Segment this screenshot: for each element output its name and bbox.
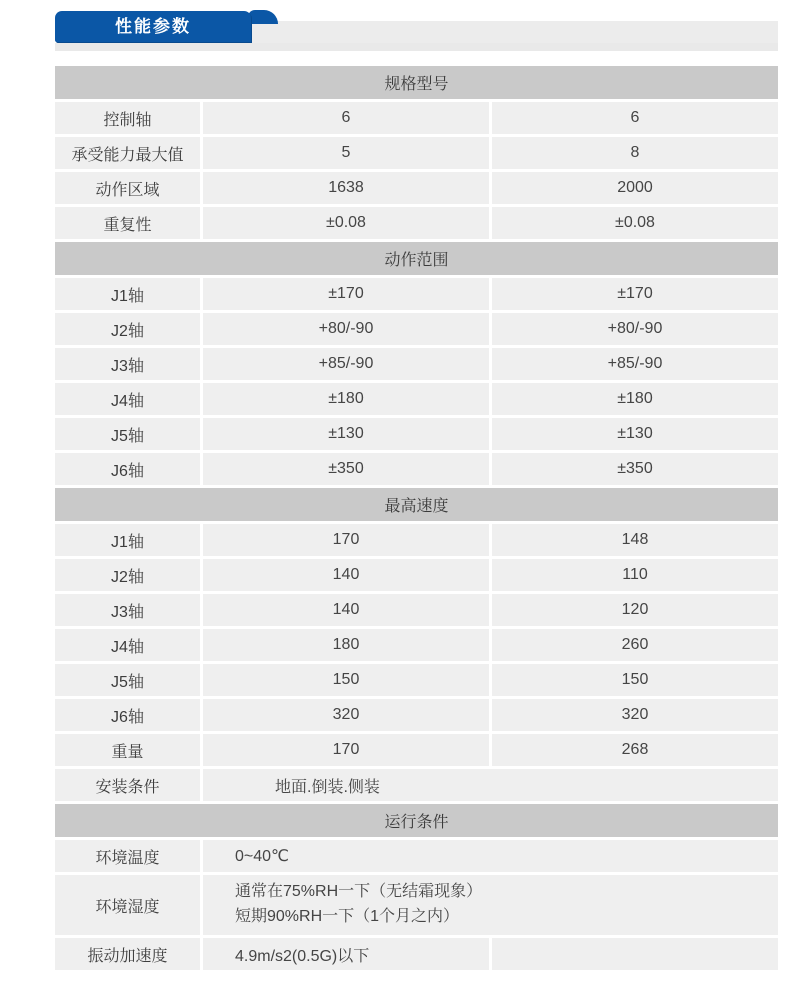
row-label: 承受能力最大值 — [55, 137, 200, 169]
table-row — [55, 137, 778, 169]
row-label: 重复性 — [55, 207, 200, 239]
table-row — [55, 629, 778, 661]
row-value — [203, 875, 778, 935]
table-row — [55, 559, 778, 591]
ribbon-underline — [55, 43, 778, 51]
row-label: 控制轴 — [55, 102, 200, 134]
spec-table — [55, 66, 778, 970]
row-value: 268 — [492, 734, 778, 766]
row-label: J6轴 — [55, 453, 200, 485]
table-row — [55, 348, 778, 380]
row-label: 振动加速度 — [55, 938, 200, 970]
row-value: 8 — [492, 137, 778, 169]
table-row — [55, 453, 778, 485]
section-header: 规格型号 — [55, 66, 778, 99]
row-value-line: 短期90%RH一下（1个月之内） — [235, 908, 460, 925]
row-label: J2轴 — [55, 559, 200, 591]
row-value: ±180 — [203, 383, 489, 415]
row-label: 动作区域 — [55, 172, 200, 204]
row-value: 1638 — [203, 172, 489, 204]
table-row — [55, 313, 778, 345]
page-title-ribbon — [55, 9, 778, 51]
row-value: 6 — [492, 102, 778, 134]
row-label: J6轴 — [55, 699, 200, 731]
row-value: +80/-90 — [203, 313, 489, 345]
row-value: ±180 — [492, 383, 778, 415]
row-value: +85/-90 — [203, 348, 489, 380]
section-header: 动作范围 — [55, 242, 778, 275]
row-value: ±130 — [492, 418, 778, 450]
row-value: 2000 — [492, 172, 778, 204]
row-value: 148 — [492, 524, 778, 556]
row-label: J4轴 — [55, 383, 200, 415]
row-value: ±0.08 — [492, 207, 778, 239]
row-value: ±170 — [492, 278, 778, 310]
row-label: J1轴 — [55, 278, 200, 310]
table-row — [55, 769, 778, 801]
table-row — [55, 938, 778, 970]
section-header: 最高速度 — [55, 488, 778, 521]
row-value: 150 — [492, 664, 778, 696]
row-value: 170 — [203, 734, 489, 766]
row-value: ±350 — [492, 453, 778, 485]
row-label: J5轴 — [55, 418, 200, 450]
table-row — [55, 840, 778, 872]
row-value: 110 — [492, 559, 778, 591]
table-row — [55, 102, 778, 134]
row-value: 5 — [203, 137, 489, 169]
table-row — [55, 524, 778, 556]
page-title: 性能参数 — [55, 11, 251, 42]
row-label: J5轴 — [55, 664, 200, 696]
row-value: 140 — [203, 559, 489, 591]
table-row — [55, 278, 778, 310]
row-value: 180 — [203, 629, 489, 661]
table-row — [55, 699, 778, 731]
row-label: 环境湿度 — [55, 875, 200, 935]
row-value: ±170 — [203, 278, 489, 310]
row-label: 重量 — [55, 734, 200, 766]
row-value: 260 — [492, 629, 778, 661]
row-value-line: 通常在75%RH一下（无结霜现象） — [235, 883, 483, 901]
row-value: 0~40℃ — [203, 840, 778, 872]
ribbon-fold-decoration — [248, 10, 278, 24]
table-row — [55, 383, 778, 415]
row-value: 6 — [203, 102, 489, 134]
table-row — [55, 418, 778, 450]
ribbon-side-band — [250, 21, 778, 45]
row-value: 4.9m/s2(0.5G)以下 — [203, 938, 489, 970]
row-value: 320 — [492, 699, 778, 731]
row-value: +85/-90 — [492, 348, 778, 380]
row-label: J3轴 — [55, 348, 200, 380]
row-label: J4轴 — [55, 629, 200, 661]
row-label: 环境温度 — [55, 840, 200, 872]
row-label: 安装条件 — [55, 769, 200, 801]
row-value: 120 — [492, 594, 778, 626]
row-value: 140 — [203, 594, 489, 626]
row-value — [492, 938, 778, 970]
table-row — [55, 594, 778, 626]
section-header: 运行条件 — [55, 804, 778, 837]
row-value: 170 — [203, 524, 489, 556]
table-row — [55, 207, 778, 239]
row-value: 320 — [203, 699, 489, 731]
table-row — [55, 734, 778, 766]
row-value: +80/-90 — [492, 313, 778, 345]
row-value: ±350 — [203, 453, 489, 485]
row-value: 150 — [203, 664, 489, 696]
table-row — [55, 664, 778, 696]
row-value: 地面.倒装.侧装 — [203, 769, 778, 801]
row-label: J1轴 — [55, 524, 200, 556]
table-row — [55, 875, 778, 935]
row-label: J2轴 — [55, 313, 200, 345]
row-label: J3轴 — [55, 594, 200, 626]
row-value: ±0.08 — [203, 207, 489, 239]
row-value: ±130 — [203, 418, 489, 450]
table-row — [55, 172, 778, 204]
